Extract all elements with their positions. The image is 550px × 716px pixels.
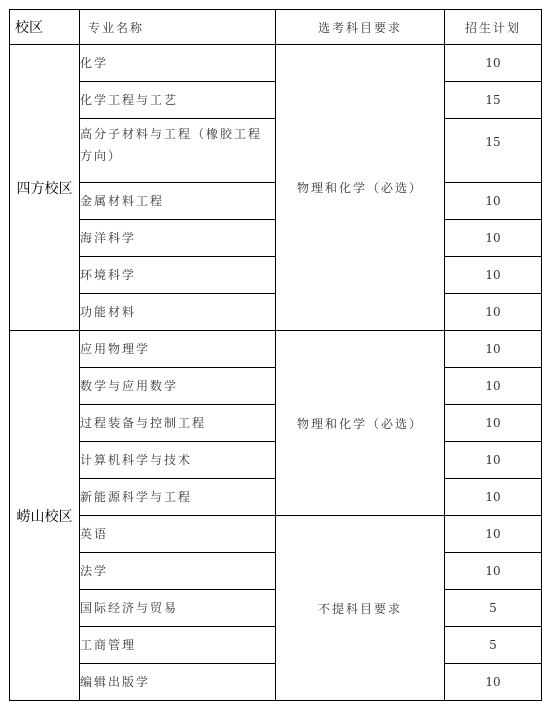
major-cell: 化学工程与工艺 (80, 82, 276, 119)
major-cell: 金属材料工程 (80, 183, 276, 220)
plan-cell: 10 (445, 45, 542, 82)
plan-cell: 15 (445, 119, 542, 183)
plan-cell: 10 (445, 183, 542, 220)
major-cell: 法学 (80, 553, 276, 590)
plan-cell: 15 (445, 82, 542, 119)
requirement-cell: 物理和化学（必选） (276, 45, 445, 331)
header-enrollment-plan: 招生计划 (445, 10, 542, 45)
major-cell: 国际经济与贸易 (80, 590, 276, 627)
table-row (10, 45, 542, 82)
plan-cell: 10 (445, 516, 542, 553)
plan-cell: 5 (445, 627, 542, 664)
header-campus: 校区 (10, 10, 80, 45)
major-cell: 编辑出版学 (80, 664, 276, 701)
requirement-cell: 不提科目要求 (276, 516, 445, 701)
major-cell: 高分子材料与工程（橡胶工程方向） (80, 119, 276, 183)
major-cell: 环境科学 (80, 257, 276, 294)
plan-cell: 10 (445, 442, 542, 479)
table-row (10, 516, 542, 553)
header-subject-requirement: 选考科目要求 (276, 10, 445, 45)
plan-cell: 10 (445, 479, 542, 516)
plan-cell: 5 (445, 590, 542, 627)
plan-cell: 10 (445, 220, 542, 257)
enrollment-plan-table (9, 9, 542, 701)
table-row (10, 331, 542, 368)
plan-cell: 10 (445, 405, 542, 442)
major-cell: 海洋科学 (80, 220, 276, 257)
plan-cell: 10 (445, 553, 542, 590)
major-cell: 应用物理学 (80, 331, 276, 368)
major-cell: 工商管理 (80, 627, 276, 664)
campus-cell: 崂山校区 (10, 331, 80, 701)
major-cell: 英语 (80, 516, 276, 553)
plan-cell: 10 (445, 368, 542, 405)
plan-cell: 10 (445, 664, 542, 701)
major-cell: 新能源科学与工程 (80, 479, 276, 516)
requirement-cell: 物理和化学（必选） (276, 331, 445, 516)
plan-cell: 10 (445, 294, 542, 331)
major-cell: 数学与应用数学 (80, 368, 276, 405)
major-cell: 功能材料 (80, 294, 276, 331)
plan-cell: 10 (445, 257, 542, 294)
major-cell: 计算机科学与技术 (80, 442, 276, 479)
campus-cell: 四方校区 (10, 45, 80, 331)
plan-cell: 10 (445, 331, 542, 368)
header-major-name: 专业名称 (80, 10, 276, 45)
table-header-row (10, 10, 542, 45)
major-cell: 过程装备与控制工程 (80, 405, 276, 442)
major-cell: 化学 (80, 45, 276, 82)
